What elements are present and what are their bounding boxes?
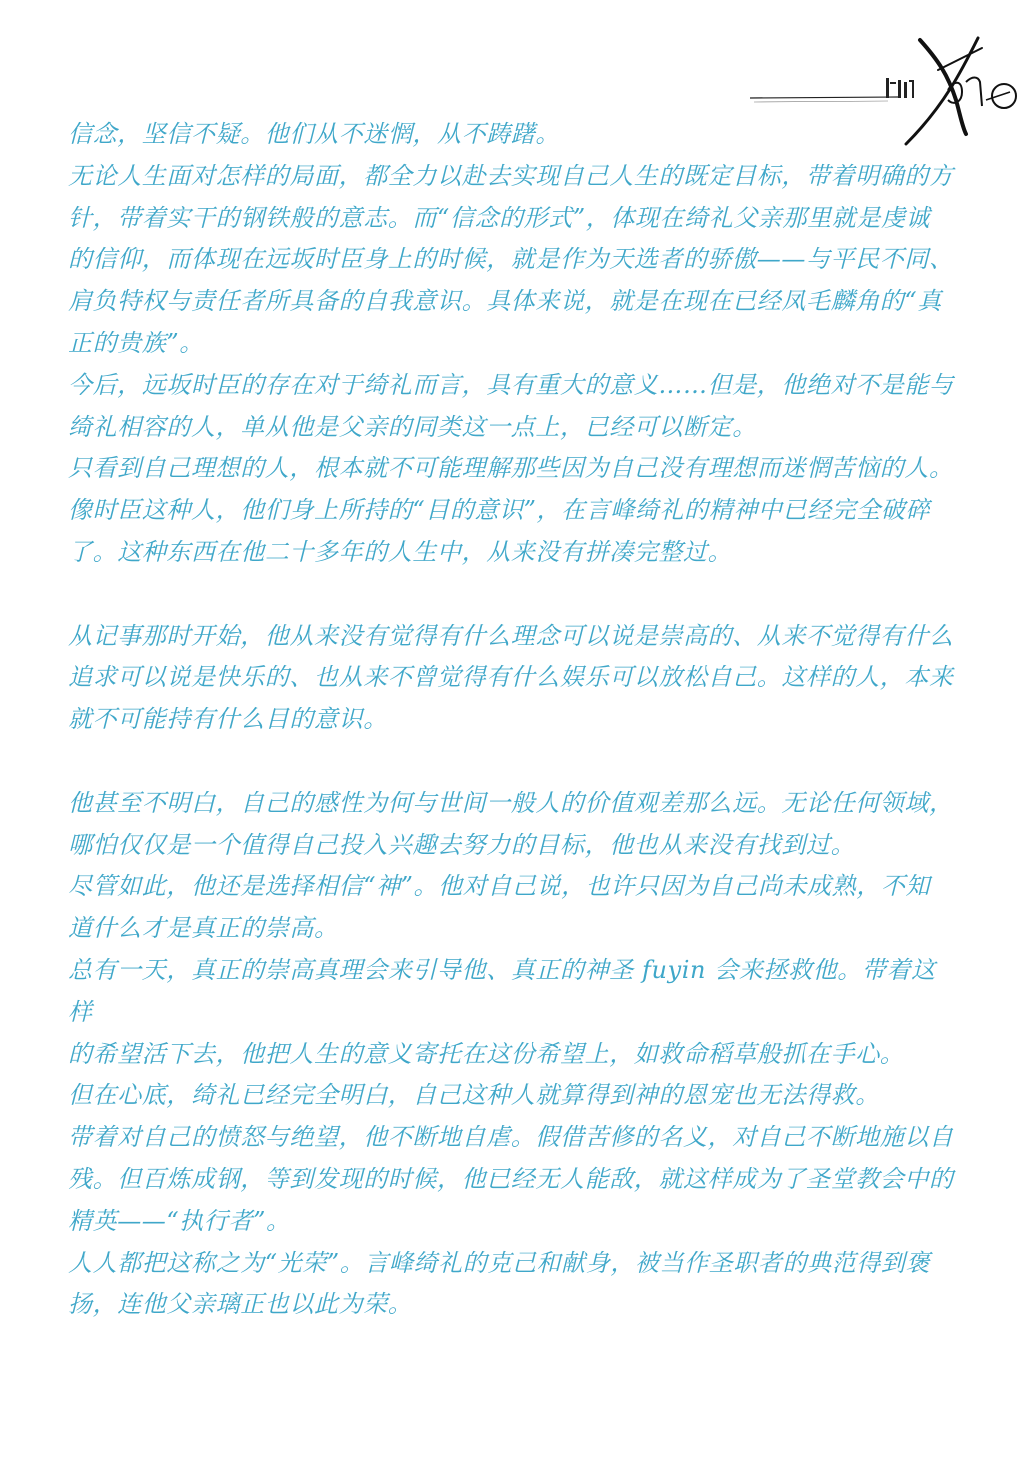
text-line: 尽管如此，他还是选择相信“神”。他对自己说，也许只因为自己尚未成熟，不知 [68,872,931,901]
text-line: 从记事那时开始，他从来没有觉得有什么理念可以说是崇高的、从来不觉得有什么 [68,621,954,650]
text-line: 了。这种东西在他二十多年的人生中，从来没有拼凑完整过。 [68,537,733,566]
text-line: 针，带着实干的钢铁般的意志。而“信念的形式”，体现在绮礼父亲那里就是虔诚 [68,203,931,232]
text-line: 肩负特权与责任者所具备的自我意识。具体来说，就是在现在已经凤毛麟角的“真 [68,287,942,316]
text-line: 就不可能持有什么目的意识。 [68,705,388,734]
text-line: 只看到自己理想的人，根本就不可能理解那些因为自己没有理想而迷惘苦恼的人。 [68,454,954,483]
text-line: 正的贵族”。 [68,328,204,357]
text-line: 扬，连他父亲璃正也以此为荣。 [68,1290,413,1319]
text-line: 信念，坚信不疑。他们从不迷惘，从不踌躇。 [68,120,560,148]
text-line: 残。但百炼成钢，等到发现的时候，他已经无人能敌，就这样成为了圣堂教会中的 [68,1164,954,1193]
text-line: 今后，远坂时臣的存在对于绮礼而言，具有重大的意义……但是，他绝对不是能与 [68,370,954,399]
text-line: 道什么才是真正的崇高。 [68,914,339,943]
text-line: 的信仰，而体现在远坂时臣身上的时候，就是作为天选者的骄傲——与平民不同、 [68,245,954,274]
text-line: 的希望活下去，他把人生的意义寄托在这份希望上，如救命稻草般抓在手心。 [68,1039,905,1068]
text-line: 绮礼相容的人，单从他是父亲的同类这一点上，已经可以断定。 [68,412,757,441]
text-line: 但在心底，绮礼已经完全明白，自己这种人就算得到神的恩宠也无法得救。 [68,1081,880,1110]
text-line: 无论人生面对怎样的局面，都全力以赴去实现自己人生的既定目标，带着明确的方 [68,161,954,190]
text-line: 哪怕仅仅是一个值得自己投入兴趣去努力的目标，他也从来没有找到过。 [68,830,856,859]
paragraph-gap [68,741,958,783]
text-line: 像时臣这种人，他们身上所持的“目的意识”，在言峰绮礼的精神中已经完全破碎 [68,496,931,525]
text-line: 他甚至不明白，自己的感性为何与世间一般人的价值观差那么远。无论任何领域， [68,788,954,817]
text-line: 总有一天，真正的崇高真理会来引导他、真正的神圣 fuyin 会来拯救他。带着这样 [68,955,936,1026]
paragraph-gap [68,574,958,616]
text-line: 带着对自己的愤怒与绝望，他不断地自虐。假借苦修的名义，对自己不断地施以自 [68,1123,954,1152]
text-line: 精英——“执行者”。 [68,1206,291,1235]
text-line: 人人都把这称之为“光荣”。言峰绮礼的克己和献身，被当作圣职者的典范得到褒 [68,1248,931,1277]
text-line: 追求可以说是快乐的、也从来不曾觉得有什么娱乐可以放松自己。这样的人，本来 [68,663,954,692]
story-text [68,114,958,1326]
